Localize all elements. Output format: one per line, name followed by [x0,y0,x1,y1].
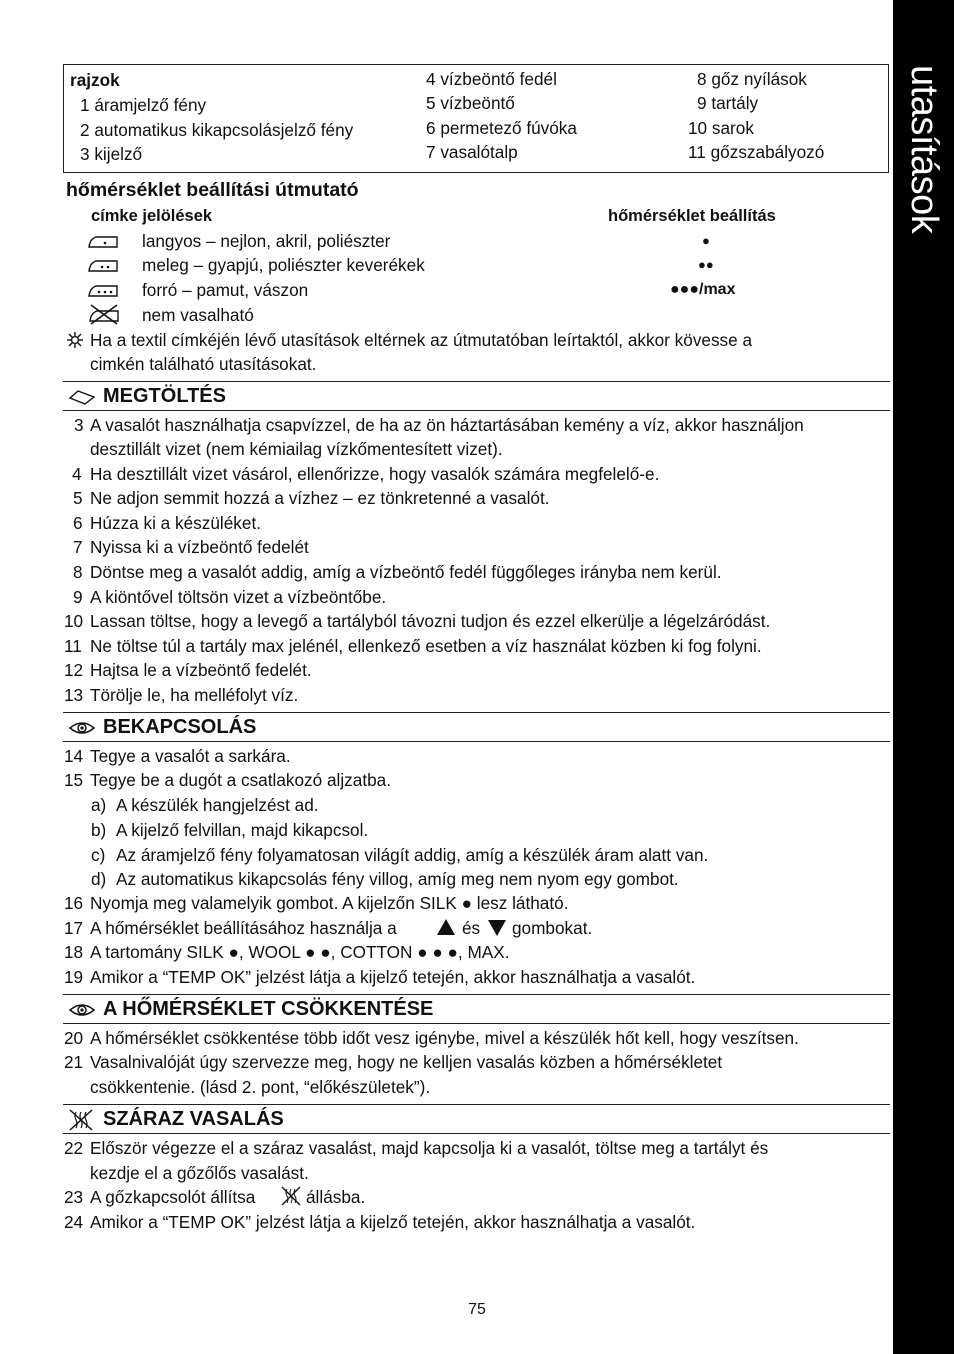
step-text: Törölje le, ha melléfolyt víz. [90,685,299,705]
step-number: 16 [64,893,84,913]
section-header-switch-on [63,712,890,742]
sub-step-letter: a) [91,795,107,815]
step-number: 5 [73,488,83,508]
step-text: Nyissa ki a vízbeöntő fedelét [90,537,309,557]
step-text: Döntse meg a vasalót addig, amíg a vízbeöntő fedél függőleges irányba nem kerül. [90,562,722,582]
part-item: 8 gőz nyílások [697,69,807,89]
side-tab-title: utasítások [903,65,945,234]
temp-row-label: meleg – gyapjú, poliészter keverékek [142,255,425,275]
step-number: 18 [64,942,84,962]
part-item: 9 tartály [697,93,759,113]
section-title: A HŐMÉRSÉKLET CSÖKKENTÉSE [103,998,434,1020]
step-number: 19 [64,967,84,987]
step-text: Amikor a “TEMP OK” jelzést látja a kijelző tetején, akkor használhatja a vasalót. [90,967,696,987]
step-number: 3 [74,415,84,435]
no-steam-icon [68,1108,94,1132]
step-text: Tegye a vasalót a sarkára. [90,746,291,766]
step-number: 7 [73,537,83,557]
temp-note-line: cimkén található utasításokat. [90,354,317,374]
part-item: 11 gőzszabályozó [688,142,825,162]
step-text: A tartomány SILK ●, WOOL ● ●, COTTON ● ● ●, MAX. [90,942,510,962]
step-number: 17 [64,918,84,938]
step-number: 21 [64,1052,84,1072]
part-item: 10 sarok [688,118,754,138]
step-number: 13 [64,685,84,705]
step-text: A kiöntővel töltsön vizet a vízbeöntőbe. [90,587,387,607]
step-text: Tegye be a dugót a csatlakozó aljzatba. [90,770,391,790]
step-number: 4 [72,464,82,484]
temp-row-label: forró – pamut, vászon [142,280,309,300]
temp-guide-col-label: címke jelölések [91,207,213,225]
step-text: Az áramjelző fény folyamatosan világít addig, amíg a készülék áram alatt van. [116,845,709,865]
part-item: 1 áramjelző fény [80,95,207,115]
step-number: 8 [73,562,83,582]
eye-icon [68,1001,96,1019]
section-title: BEKAPCSOLÁS [103,716,257,738]
eye-icon [68,719,96,737]
step-text: A vasalót használhatja csapvízzel, de ha az ön háztartásában kemény a víz, akkor használjon [90,415,804,435]
step-number: 14 [64,746,84,766]
step-text: Nyomja meg valamelyik gombot. A kijelzőn SILK ● lesz látható. [90,893,569,913]
iron-two-dots-icon [87,257,119,273]
no-steam-icon [281,1186,301,1206]
page-number: 75 [468,1301,486,1318]
step-number: 22 [64,1138,84,1158]
up-arrow-icon [436,918,456,936]
step-text: A készülék hangjelzést ad. [116,795,319,815]
step-text: Először végezze el a száraz vasalást, majd kapcsolja ki a vasalót, töltse meg a tartályt és [90,1138,769,1158]
part-item: 6 permetező fúvóka [426,118,577,138]
step-text: Az automatikus kikapcsolás fény villog, amíg meg nem nyom egy gombot. [116,869,679,889]
temp-row-label: langyos – nejlon, akril, poliészter [142,231,391,251]
temp-row-label: nem vasalható [142,305,254,325]
step-text: Lassan töltse, hogy a levegő a tartályból távozni tudjon és ezzel elkerülje a légelzáródást. [90,611,771,631]
part-item: 3 kijelző [80,144,143,164]
step-number: 9 [73,587,83,607]
no-ironing-icon [87,303,121,325]
step-text: A kijelző felvillan, majd kikapcsol. [116,820,369,840]
step-text: A hőmérséklet beállításához használja a [90,918,397,938]
step-text: Ne adjon semmit hozzá a vízhez – ez tönkretenné a vasalót. [90,488,550,508]
step-text: Ha desztillált vizet vásárol, ellenőrizze, hogy vasalók számára megfelelő-e. [90,464,660,484]
temp-row-setting: ●●●/max [670,281,736,298]
step-number: 12 [64,660,84,680]
step-number: 20 [64,1028,84,1048]
part-item: 5 vízbeöntő [426,93,515,113]
section-header-filling [63,381,890,411]
step-number: 15 [64,770,84,790]
part-item: 7 vasalótalp [426,142,518,162]
temp-guide-col-setting: hőmérséklet beállítás [608,207,776,225]
step-text: Vasalnivalóját úgy szervezze meg, hogy ne kelljen vasalás közben a hőmérsékletet [90,1052,723,1072]
step-text: állásba. [306,1187,366,1207]
step-text: Húzza ki a készüléket. [90,513,261,533]
down-arrow-icon [487,919,507,937]
section-title: SZÁRAZ VASALÁS [103,1108,284,1130]
sub-step-letter: b) [91,820,107,840]
section-header-dry-ironing [63,1104,890,1134]
step-text: gombokat. [512,918,593,938]
step-text: Ne töltse túl a tartály max jelénél, ellenkező esetben a víz használat közben ki fog folyni. [90,636,762,656]
part-item: 2 automatikus kikapcsolásjelző fény [80,120,354,140]
step-text: A gőzkapcsolót állítsa [90,1187,256,1207]
side-tab [893,0,954,1354]
water-drop-icon [68,388,96,406]
temp-guide-title: hőmérséklet beállítási útmutató [66,179,359,201]
iron-one-dot-icon [87,233,119,249]
step-text: kezdje el a gőzőlős vasalást. [90,1163,309,1183]
section-title: MEGTÖLTÉS [103,385,226,407]
step-number: 10 [64,611,84,631]
sub-step-letter: d) [91,869,107,889]
step-number: 6 [73,513,83,533]
step-number: 24 [64,1212,84,1232]
section-header-reduce-temp [63,994,890,1024]
step-text: és [462,918,481,938]
step-text: Amikor a “TEMP OK” jelzést látja a kijelző tetején, akkor használhatja a vasalót. [90,1212,696,1232]
step-text: A hőmérséklet csökkentése több időt vesz igénybe, mivel a készülék hőt kell, hogy veszítsen. [90,1028,799,1048]
step-text: Hajtsa le a vízbeöntő fedelét. [90,660,312,680]
warning-star-icon [66,331,84,349]
sub-step-letter: c) [91,845,106,865]
parts-title: rajzok [70,70,120,90]
part-item: 4 vízbeöntő fedél [426,69,557,89]
step-number: 11 [64,636,82,656]
step-number: 23 [64,1187,84,1207]
step-text: desztillált vizet (nem kémiailag vízkőmentesített vizet). [90,439,503,459]
temp-note-line: Ha a textil címkéjén lévő utasítások eltérnek az útmutatóban leírtaktól, akkor kövesse a [90,330,753,350]
step-text: csökkentenie. (lásd 2. pont, “előkészületek”). [90,1077,431,1097]
iron-three-dots-icon [87,282,119,298]
temp-row-setting: ● [702,233,710,248]
temp-row-setting: ●● [698,257,714,272]
